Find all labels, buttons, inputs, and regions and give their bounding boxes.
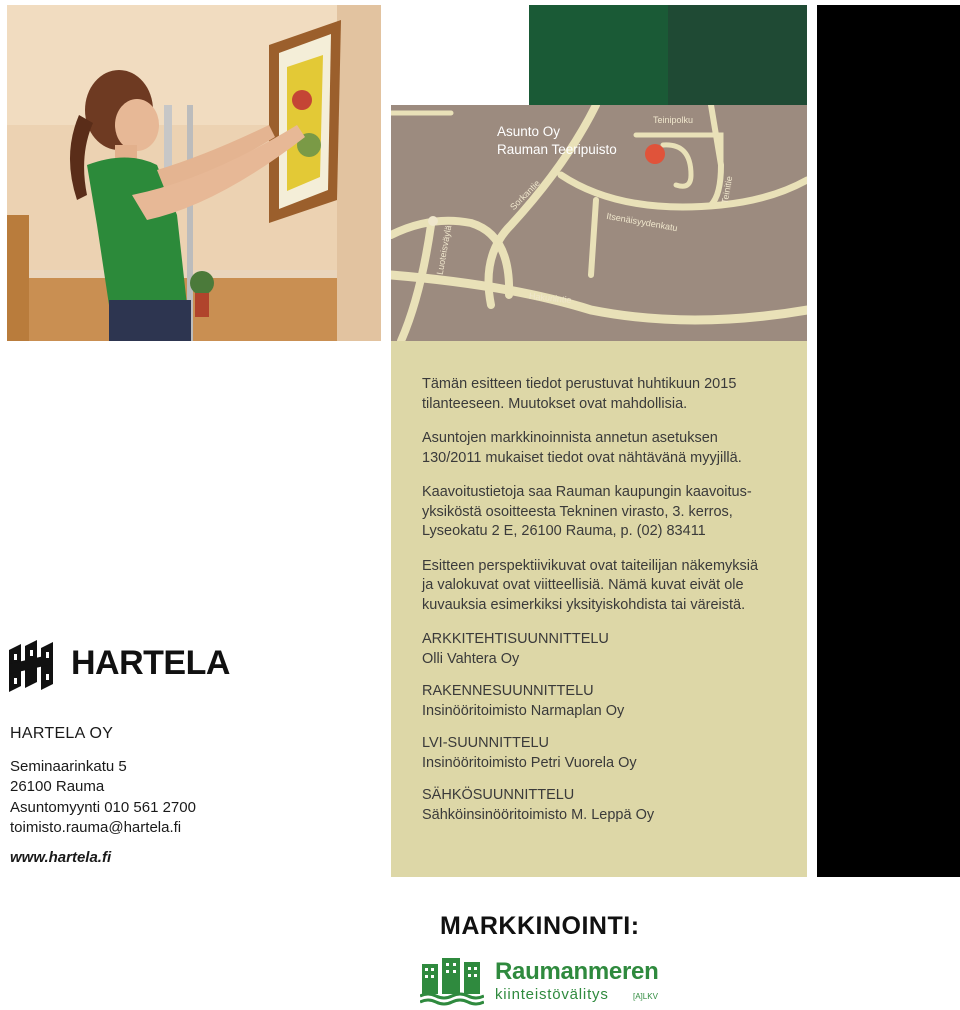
company-city: 26100 Rauma	[10, 778, 105, 795]
company-street: Seminaarinkatu 5	[10, 757, 127, 775]
credit-electrical: SÄHKÖSUUNNITTELU Sähköinsinööritoimisto M. Leppä Oy	[422, 787, 655, 823]
map-title-line2: Rauman Teeripuisto	[497, 142, 617, 157]
map-title-line1: Asunto Oy	[497, 124, 561, 139]
street-teinipolku: Teinipolku	[653, 115, 694, 125]
location-marker	[645, 144, 665, 164]
hartela-logo-text: HARTELA	[71, 644, 230, 682]
hartela-logo-icon	[7, 640, 57, 694]
hartela-logo	[7, 640, 257, 696]
street-sorkantie: Sorkantie	[508, 178, 542, 212]
street-luoteisvayla: Luoteisväylä	[434, 224, 454, 276]
company-name: HARTELA OY	[10, 725, 114, 742]
map-title	[497, 123, 617, 159]
photo-woman-hanging-picture	[7, 5, 381, 341]
company-contact	[10, 724, 196, 868]
street-hakunintie: Hakunintie	[528, 290, 572, 306]
green-block-right	[668, 5, 807, 105]
raumanmeren-logo-tag: [A]LKV	[633, 992, 658, 1001]
info-paragraph-images: Esitteen perspektiivikuvat ovat taiteilijan näkemyksiä ja valokuvat ovat viitteellisiä. Nämä kuvat eivät ole kuvauksia esimerkiksi yksityiskohdista tai väreistä.	[422, 557, 759, 613]
street-teinitie: Teinitie	[719, 175, 735, 205]
location-map	[391, 105, 807, 341]
info-text	[422, 375, 802, 838]
info-paragraph-zoning: Kaavoitustietoja saa Rauman kaupungin kaavoitus- yksiköstä osoitteesta Tekninen virasto, 3. kerros, Lyseokatu 2 E, 26100 Rauma, p. (02) 83411	[422, 484, 752, 539]
raumanmeren-logo-subtitle: kiinteistövälitys	[495, 986, 609, 1003]
company-email[interactable]: toimisto.rauma@hartela.fi	[10, 819, 182, 836]
street-itsenaisyydenkatu: Itsenäisyydenkatu	[605, 210, 679, 234]
marketing-title: MARKKINOINTI:	[440, 912, 640, 940]
raumanmeren-logo	[420, 958, 670, 1008]
info-paragraph-date: Tämän esitteen tiedot perustuvat huhtikuun 2015 tilanteeseen. Muutokset ovat mahdollisia.	[422, 376, 737, 412]
credit-architecture: ARKKITEHTISUUNNITTELU Olli Vahtera Oy	[422, 631, 609, 667]
credit-hvac: LVI-SUUNNITTELU Insinööritoimisto Petri Vuorela Oy	[422, 735, 637, 771]
company-phone: Asuntomyynti 010 561 2700	[10, 798, 196, 816]
green-block-left	[529, 5, 668, 105]
credit-structural: RAKENNESUUNNITTELU Insinööritoimisto Narmaplan Oy	[422, 683, 625, 719]
raumanmeren-logo-icon	[420, 958, 484, 1006]
black-side-bar	[817, 5, 960, 877]
company-website-link[interactable]: www.hartela.fi	[10, 848, 112, 866]
raumanmeren-logo-name: Raumanmeren	[495, 958, 659, 985]
info-paragraph-regulation: Asuntojen markkinoinnista annetun asetuksen 130/2011 mukaiset tiedot ovat nähtävänä myyjillä.	[422, 430, 742, 466]
